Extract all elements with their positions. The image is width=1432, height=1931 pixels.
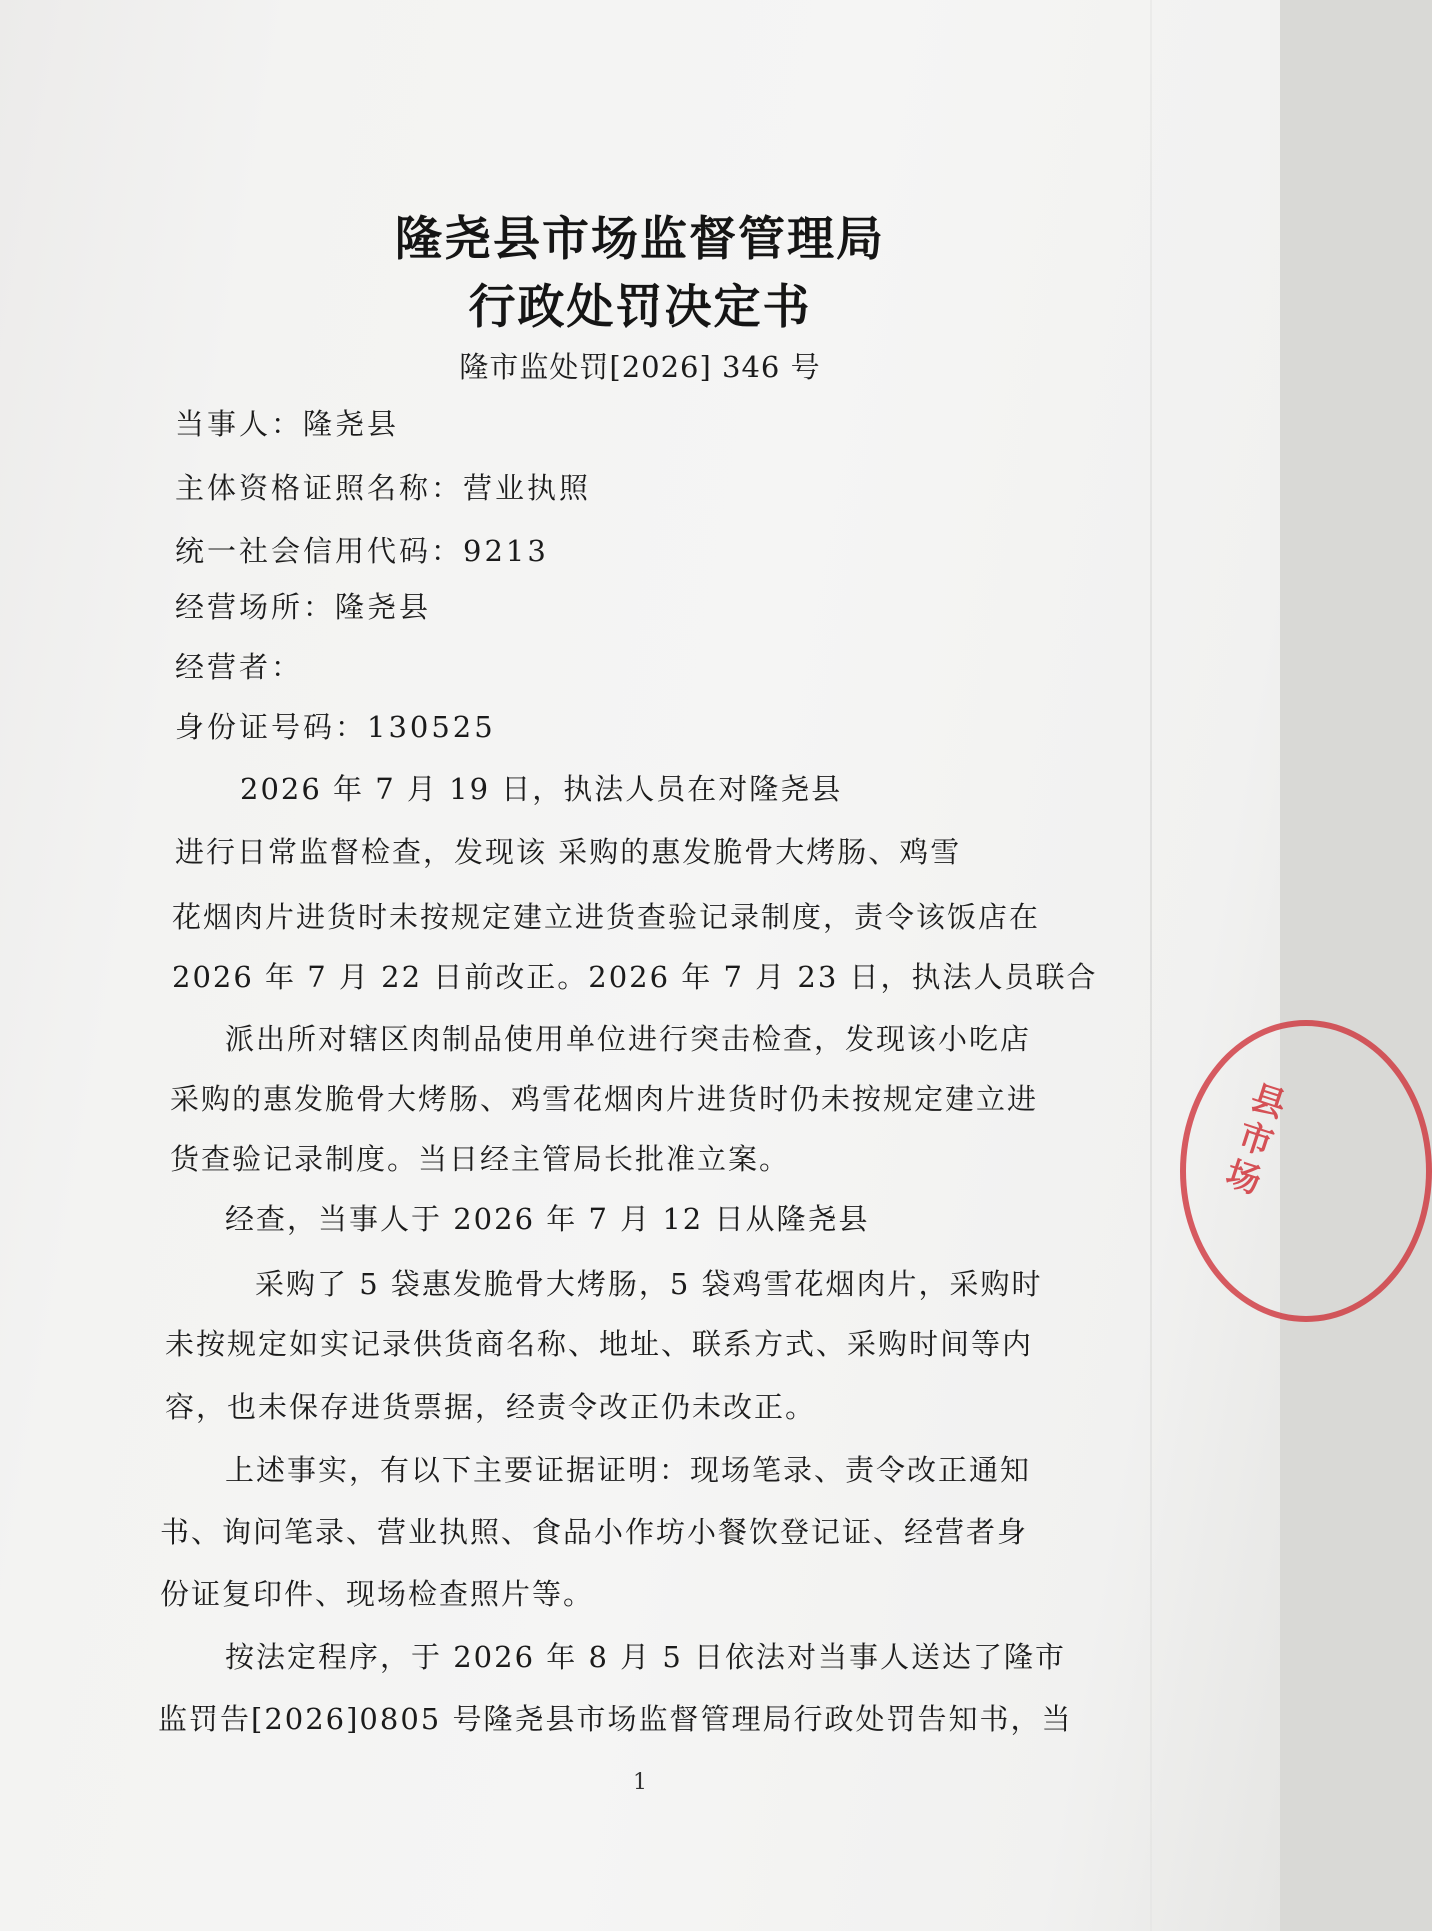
body-line: 经查，当事人于 2026 年 7 月 12 日从隆尧县: [225, 1202, 870, 1236]
body-line: 份证复印件、现场检查照片等。: [160, 1577, 595, 1611]
body-line: 未按规定如实记录供货商名称、地址、联系方式、采购时间等内: [165, 1327, 1034, 1361]
id-number-field: 身份证号码：130525: [175, 710, 496, 744]
body-line: 监罚告[2026]0805 号隆尧县市场监督管理局行政处罚告知书，当: [158, 1702, 1073, 1736]
agency-title: 隆尧县市场监督管理局: [395, 212, 885, 267]
body-line: 派出所对辖区肉制品使用单位进行突击检查，发现该小吃店: [225, 1022, 1032, 1056]
page-number: 1: [633, 1770, 647, 1795]
body-line: 采购了 5 袋惠发脆骨大烤肠，5 袋鸡雪花烟肉片，采购时: [255, 1267, 1043, 1301]
body-line: 2026 年 7 月 19 日，执法人员在对隆尧县: [240, 772, 843, 806]
official-seal-text: 县市场: [1214, 1076, 1290, 1204]
body-line: 书、询问笔录、营业执照、食品小作坊小餐饮登记证、经营者身: [160, 1515, 1029, 1549]
document-number: 隆市监处罚[2026] 346 号: [459, 350, 821, 384]
credit-code-field: 统一社会信用代码：9213: [175, 534, 549, 568]
body-line: 花烟肉片进货时未按规定建立进货查验记录制度，责令该饭店在: [172, 900, 1041, 934]
operator-field: 经营者：: [175, 650, 304, 684]
body-line: 货查验记录制度。当日经主管局长批准立案。: [170, 1142, 791, 1176]
license-name-field: 主体资格证照名称：营业执照: [175, 471, 592, 505]
premises-field: 经营场所：隆尧县: [175, 590, 432, 624]
party-field: 当事人：隆尧县: [175, 407, 400, 441]
body-line: 采购的惠发脆骨大烤肠、鸡雪花烟肉片进货时仍未按规定建立进: [170, 1082, 1039, 1116]
body-line: 按法定程序，于 2026 年 8 月 5 日依法对当事人送达了隆市: [225, 1640, 1067, 1674]
body-line: 容，也未保存进货票据，经责令改正仍未改正。: [165, 1390, 817, 1424]
body-line: 2026 年 7 月 22 日前改正。2026 年 7 月 23 日，执法人员联合: [172, 960, 1098, 994]
document-title: 行政处罚决定书: [468, 280, 812, 335]
body-line: 上述事实，有以下主要证据证明：现场笔录、责令改正通知: [225, 1453, 1032, 1487]
body-line: 进行日常监督检查，发现该 采购的惠发脆骨大烤肠、鸡雪: [175, 835, 962, 869]
